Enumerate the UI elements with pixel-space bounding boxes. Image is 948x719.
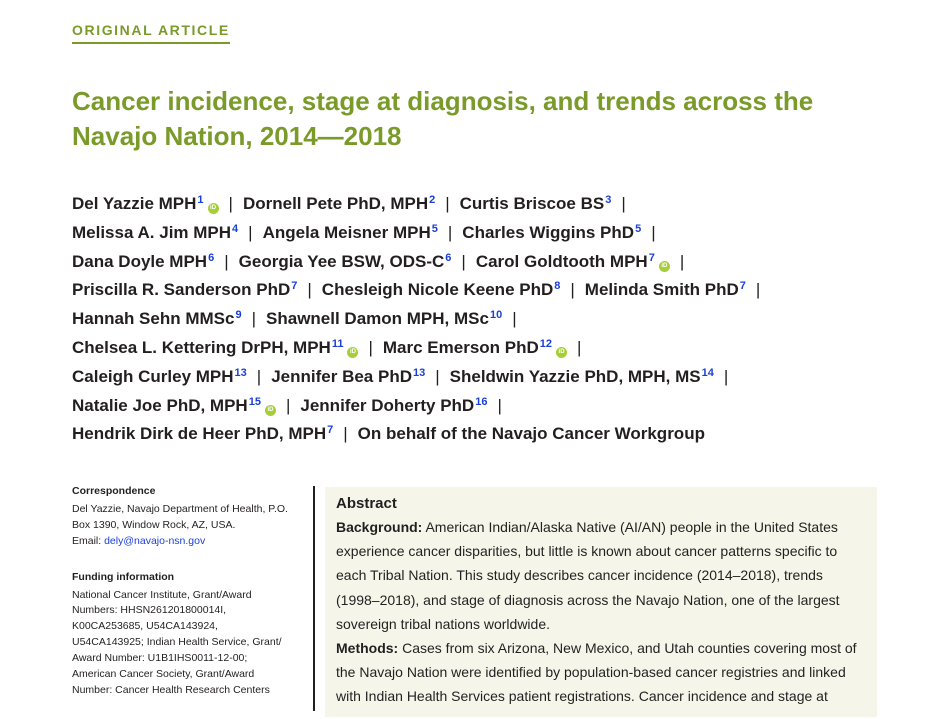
- author-separator: |: [307, 280, 312, 300]
- article-type-label: ORIGINAL ARTICLE: [72, 22, 230, 44]
- author-line: [72, 248, 892, 277]
- abstract-text: each Tribal Nation. This study describes cancer incidence (2014–2018), trends: [336, 567, 823, 584]
- abstract-line: [336, 636, 865, 660]
- orcid-icon[interactable]: iD: [347, 347, 358, 358]
- author-name-text: Angela Meisner MPH: [262, 222, 431, 242]
- abstract-text: the Navajo Nation were identified by population-based cancer registries and linked: [336, 664, 846, 681]
- funding-line: Award Number: U1B1IHS0011-12-00;: [72, 652, 248, 665]
- author-name-text: Priscilla R. Sanderson PhD: [72, 280, 291, 300]
- affiliation-link[interactable]: 15: [248, 395, 261, 408]
- column-divider: [313, 486, 315, 711]
- email-label: Email:: [72, 534, 105, 547]
- author-name: [476, 252, 670, 271]
- orcid-icon[interactable]: iD: [208, 203, 219, 214]
- abstract-text: with Indian Health Services patient registrations. Cancer incidence and stage at: [336, 688, 828, 705]
- author-name-text: Jennifer Bea PhD: [271, 366, 412, 386]
- author-name: [72, 424, 333, 443]
- author-name-text: Chesleigh Nicole Keene PhD: [321, 280, 554, 300]
- author-separator: |: [343, 424, 348, 444]
- affiliation-link[interactable]: 7: [327, 424, 334, 437]
- orcid-icon[interactable]: iD: [265, 405, 276, 416]
- author-name: [72, 338, 358, 357]
- abstract-text: Cases from six Arizona, New Mexico, and Utah counties covering most of: [398, 640, 857, 657]
- author-line: [72, 190, 892, 219]
- correspondence-details: [72, 502, 304, 550]
- abstract-line: [336, 539, 865, 563]
- affiliation-link[interactable]: 7: [648, 251, 655, 264]
- author-name: [263, 223, 438, 242]
- affiliation-link[interactable]: 11: [331, 337, 344, 350]
- affiliation-link[interactable]: 6: [208, 251, 215, 264]
- affiliation-link[interactable]: 5: [635, 222, 642, 235]
- affiliation-link[interactable]: 6: [445, 251, 452, 264]
- author-name: [358, 424, 705, 443]
- abstract-text: (1998–2018), and stage of diagnosis across the Navajo Nation, one of the largest: [336, 591, 840, 608]
- abstract-line: [336, 684, 865, 708]
- affiliation-link[interactable]: 5: [431, 222, 438, 235]
- author-name-text: Carol Goldtooth MPH: [475, 251, 648, 271]
- abstract-body: [336, 515, 865, 709]
- author-separator: |: [461, 251, 466, 271]
- author-name-text: Dornell Pete PhD, MPH: [242, 194, 429, 213]
- author-name: [72, 309, 242, 328]
- author-separator: |: [755, 280, 761, 300]
- affiliation-link[interactable]: 13: [412, 366, 426, 379]
- author-separator: |: [256, 366, 262, 386]
- author-name: [462, 223, 641, 242]
- author-name-text: Melinda Smith PhD: [584, 280, 739, 300]
- author-name: [72, 280, 297, 299]
- author-name-text: Natalie Joe PhD, MPH: [72, 395, 248, 415]
- author-name-text: Sheldwin Yazzie PhD, MPH, MS: [449, 366, 701, 386]
- author-separator: |: [497, 395, 502, 415]
- author-name: [383, 338, 567, 357]
- author-line: [72, 363, 892, 392]
- author-separator: |: [723, 366, 729, 386]
- author-name-text: Caleigh Curley MPH: [72, 366, 234, 386]
- article-title: Cancer incidence, stage at diagnosis, and trends across the Navajo Nation, 2014—2018: [72, 86, 814, 151]
- author-name: [322, 280, 561, 299]
- author-name-text: Charles Wiggins PhD: [462, 222, 635, 242]
- author-line: [72, 276, 892, 305]
- abstract-line: [336, 660, 865, 684]
- article-info-sidebar: [72, 484, 304, 719]
- author-separator: |: [512, 309, 517, 329]
- correspondence-line: Box 1390, Window Rock, AZ, USA.: [72, 518, 236, 531]
- affiliation-link[interactable]: 13: [234, 366, 247, 379]
- funding-line: National Cancer Institute, Grant/Award: [72, 588, 252, 601]
- author-separator: |: [651, 222, 656, 242]
- author-separator: |: [679, 251, 685, 271]
- affiliation-link[interactable]: 9: [235, 309, 242, 322]
- author-name-text: Del Yazzie MPH: [72, 194, 197, 213]
- author-name: [72, 194, 219, 213]
- author-separator: |: [228, 194, 233, 213]
- author-name: [271, 367, 425, 386]
- orcid-icon[interactable]: iD: [556, 347, 567, 358]
- author-separator: |: [447, 222, 453, 242]
- author-separator: |: [251, 309, 257, 329]
- funding-details: [72, 588, 304, 699]
- abstract-heading: Abstract: [336, 495, 397, 512]
- affiliation-link[interactable]: 14: [701, 366, 714, 379]
- author-separator: |: [368, 337, 373, 357]
- author-name: [72, 396, 276, 415]
- author-name: [450, 367, 714, 386]
- author-line: [72, 334, 892, 363]
- abstract-line: [336, 563, 865, 587]
- author-line: [72, 305, 892, 334]
- correspondence-line: Del Yazzie, Navajo Department of Health, P.O.: [72, 502, 288, 515]
- abstract-section-label: Methods:: [336, 640, 399, 657]
- abstract-section-label: Background:: [336, 519, 423, 535]
- author-separator: |: [445, 194, 450, 213]
- orcid-icon[interactable]: iD: [659, 261, 670, 272]
- abstract-text: sovereign tribal nations worldwide.: [336, 615, 550, 632]
- author-separator: |: [224, 251, 229, 271]
- author-separator: |: [285, 395, 291, 415]
- abstract-text: American Indian/Alaska Native (AI/AN) people in the United States: [422, 519, 838, 535]
- affiliation-link[interactable]: 7: [291, 280, 298, 293]
- affiliation-link[interactable]: 3: [605, 194, 612, 206]
- affiliation-link[interactable]: 4: [232, 222, 239, 235]
- author-separator: |: [577, 337, 582, 357]
- affiliation-link[interactable]: 7: [739, 280, 746, 293]
- funding-heading: Funding information: [72, 570, 175, 583]
- author-name: [72, 252, 214, 271]
- author-line: [72, 392, 892, 421]
- author-separator: |: [621, 194, 626, 213]
- correspondence-email-link[interactable]: dely@navajo-nsn.gov: [104, 534, 206, 547]
- abstract-line: [336, 588, 865, 612]
- abstract-box: [325, 487, 877, 717]
- author-name: [460, 194, 612, 213]
- funding-line: Number: Cancer Health Research Centers: [72, 683, 270, 696]
- author-name: [72, 367, 247, 386]
- author-separator: |: [248, 222, 253, 242]
- affiliation-link[interactable]: 16: [475, 395, 488, 408]
- author-name-text: Melissa A. Jim MPH: [72, 222, 232, 242]
- abstract-line: [336, 612, 865, 636]
- author-name: [585, 280, 746, 299]
- author-name-text: Shawnell Damon MPH, MSc: [266, 309, 489, 329]
- funding-line: U54CA143925; Indian Health Service, Grant/: [72, 636, 282, 649]
- abstract-text: experience cancer disparities, but little is known about cancer patterns specific to: [336, 543, 838, 560]
- author-name: [300, 396, 487, 415]
- funding-line: American Cancer Society, Grant/Award: [72, 668, 255, 681]
- abstract-line: [336, 515, 865, 539]
- author-name-text: Hannah Sehn MMSc: [72, 309, 235, 329]
- funding-line: K00CA253685, U54CA143924,: [72, 620, 218, 633]
- author-name: [266, 309, 502, 328]
- author-name-text: Jennifer Doherty PhD: [300, 395, 475, 415]
- affiliation-link[interactable]: 12: [539, 337, 553, 350]
- correspondence-heading: Correspondence: [72, 485, 156, 497]
- affiliation-link[interactable]: 2: [429, 194, 436, 206]
- author-line: [72, 420, 892, 449]
- author-name-text: On behalf of the Navajo Cancer Workgroup: [357, 424, 705, 444]
- author-separator: |: [570, 280, 575, 300]
- author-name-text: Curtis Briscoe BS: [459, 194, 605, 213]
- author-name-text: Chelsea L. Kettering DrPH, MPH: [72, 337, 331, 357]
- author-name: [239, 252, 452, 271]
- author-name-text: Marc Emerson PhD: [382, 337, 539, 357]
- author-separator: |: [435, 366, 440, 386]
- affiliation-link[interactable]: 1: [197, 194, 204, 206]
- author-name-text: Hendrik Dirk de Heer PhD, MPH: [72, 424, 327, 444]
- funding-line: Numbers: HHSN261201800014I,: [72, 604, 227, 617]
- author-name-text: Dana Doyle MPH: [72, 251, 208, 271]
- author-name: [72, 223, 238, 242]
- author-line: [72, 219, 892, 248]
- author-list: [72, 190, 892, 449]
- author-name-text: Georgia Yee BSW, ODS-C: [238, 251, 445, 271]
- author-name: [243, 194, 435, 213]
- affiliation-link[interactable]: 10: [489, 309, 503, 322]
- affiliation-link[interactable]: 8: [554, 280, 561, 293]
